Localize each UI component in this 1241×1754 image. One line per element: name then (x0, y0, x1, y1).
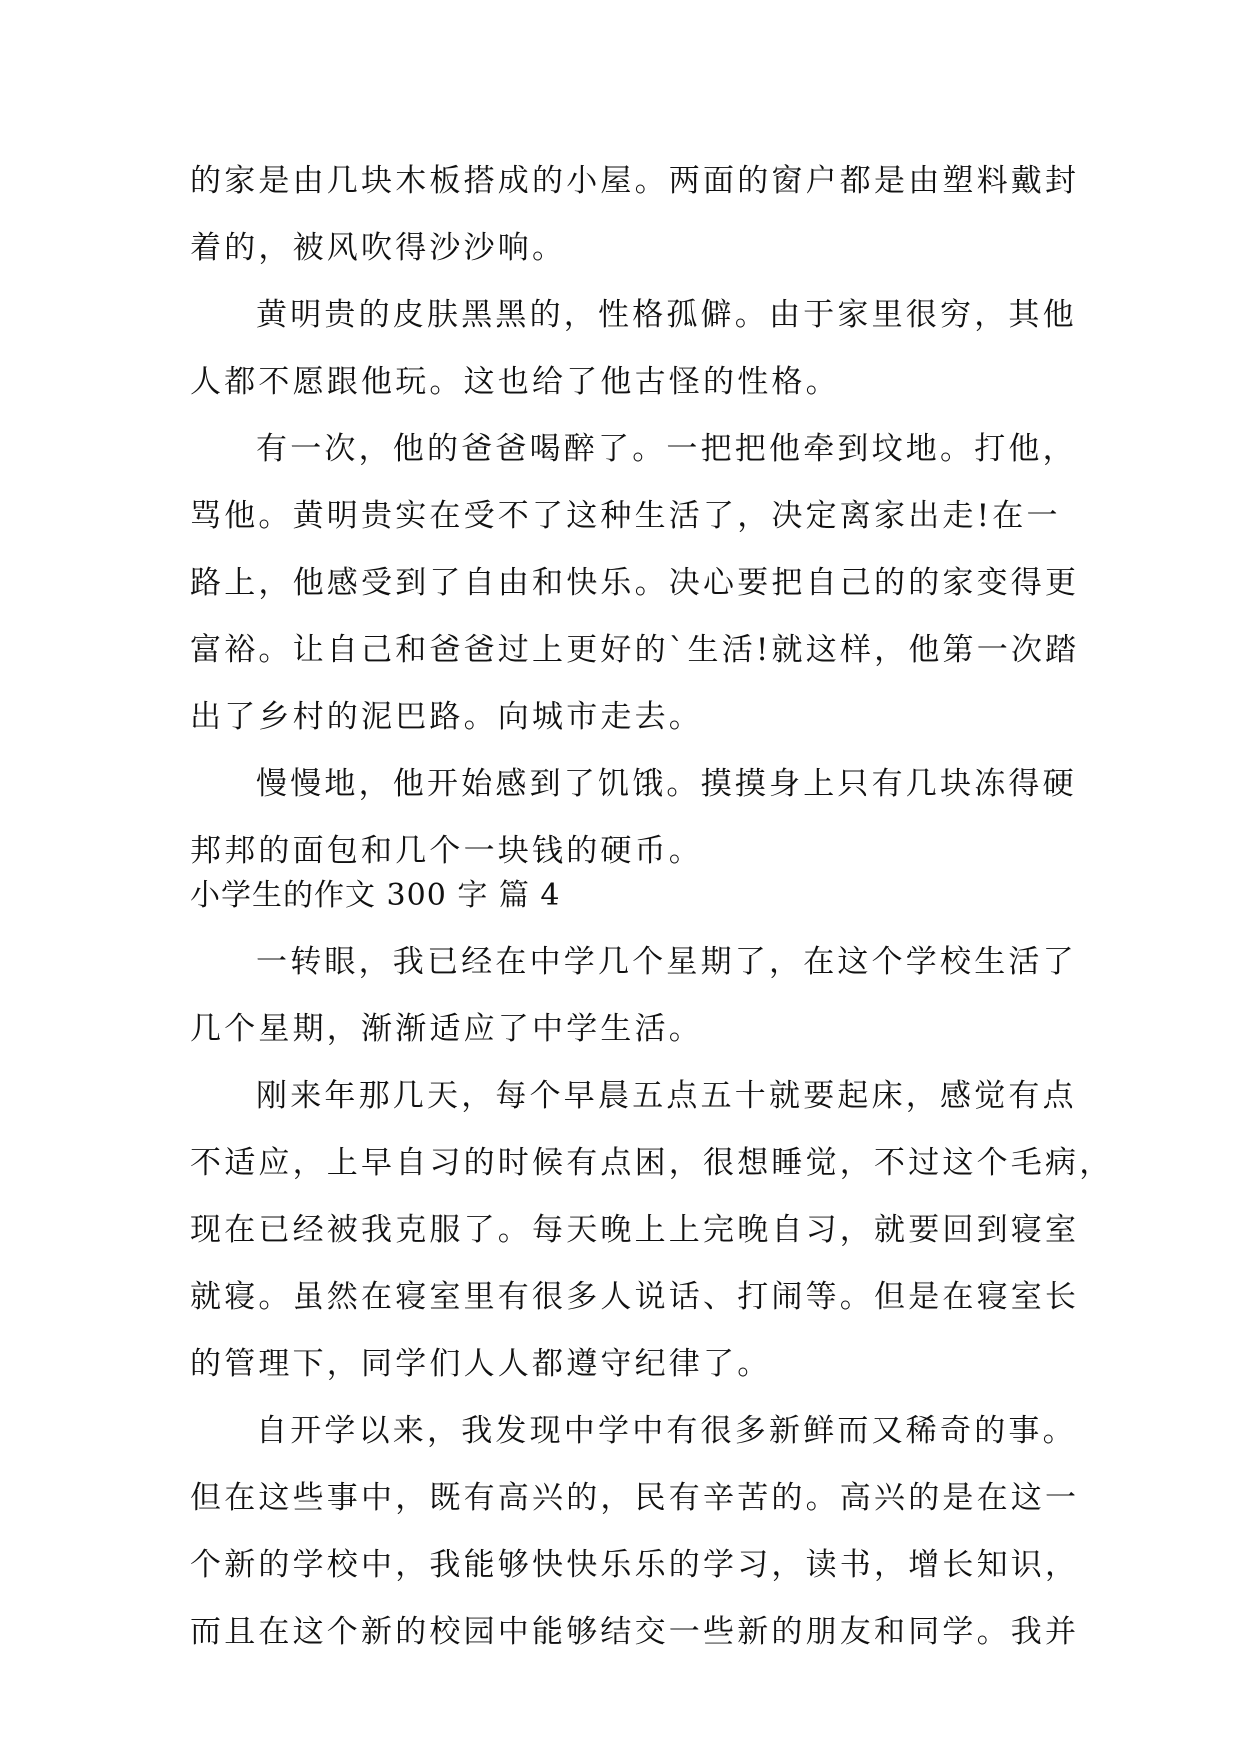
text-line: 的家是由几块木板搭成的小屋。两面的窗户都是由塑料戴封 (190, 163, 1080, 199)
text-line: 一转眼，我已经在中学几个星期了，在这个学校生活了 (256, 944, 1077, 980)
text-line: 出了乡村的泥巴路。向城市走去。 (190, 699, 703, 735)
story-continued-section (190, 148, 1080, 885)
text-line: 现在已经被我克服了。每天晚上上完晚自习，就要回到寝室 (190, 1212, 1080, 1248)
text-line: 黄明贵的皮肤黑黑的，性格孤僻。由于家里很穷，其他 (256, 297, 1077, 333)
text-line: 就寝。虽然在寝室里有很多人说话、打闹等。但是在寝室长 (190, 1279, 1080, 1315)
text-line: 几个星期，渐渐适应了中学生活。 (190, 1011, 703, 1047)
text-line: 慢慢地，他开始感到了饥饿。摸摸身上只有几块冻得硬 (256, 766, 1077, 802)
text-line: 自开学以来，我发现中学中有很多新鲜而又稀奇的事。 (256, 1413, 1077, 1449)
text-line: 但在这些事中，既有高兴的，民有辛苦的。高兴的是在这一 (190, 1480, 1080, 1516)
section-heading: 小学生的作文 300 字 篇 4 (190, 878, 561, 913)
text-line: 而且在这个新的校园中能够结交一些新的朋友和同学。我并 (190, 1614, 1080, 1650)
essay-4-section (190, 862, 1114, 1666)
text-line: 刚来年那几天，每个早晨五点五十就要起床，感觉有点 (256, 1078, 1077, 1114)
text-line: 骂他。黄明贵实在受不了这种生活了，决定离家出走!在一 (190, 498, 1061, 534)
text-line: 不适应，上早自习的时候有点困，很想睡觉，不过这个毛病， (190, 1145, 1114, 1181)
text-line: 邦邦的面包和几个一块钱的硬币。 (190, 833, 703, 869)
text-line: 富裕。让自己和爸爸过上更好的`生活!就这样，他第一次踏 (190, 632, 1080, 668)
text-line: 人都不愿跟他玩。这也给了他古怪的性格。 (190, 364, 840, 400)
text-line: 路上，他感受到了自由和快乐。决心要把自己的的家变得更 (190, 565, 1080, 601)
text-line: 着的，被风吹得沙沙响。 (190, 230, 567, 266)
text-line: 有一次，他的爸爸喝醉了。一把把他牵到坟地。打他， (256, 431, 1077, 467)
text-line: 个新的学校中，我能够快快乐乐的学习，读书，增长知识， (190, 1547, 1080, 1583)
text-line: 的管理下，同学们人人都遵守纪律了。 (190, 1346, 772, 1382)
